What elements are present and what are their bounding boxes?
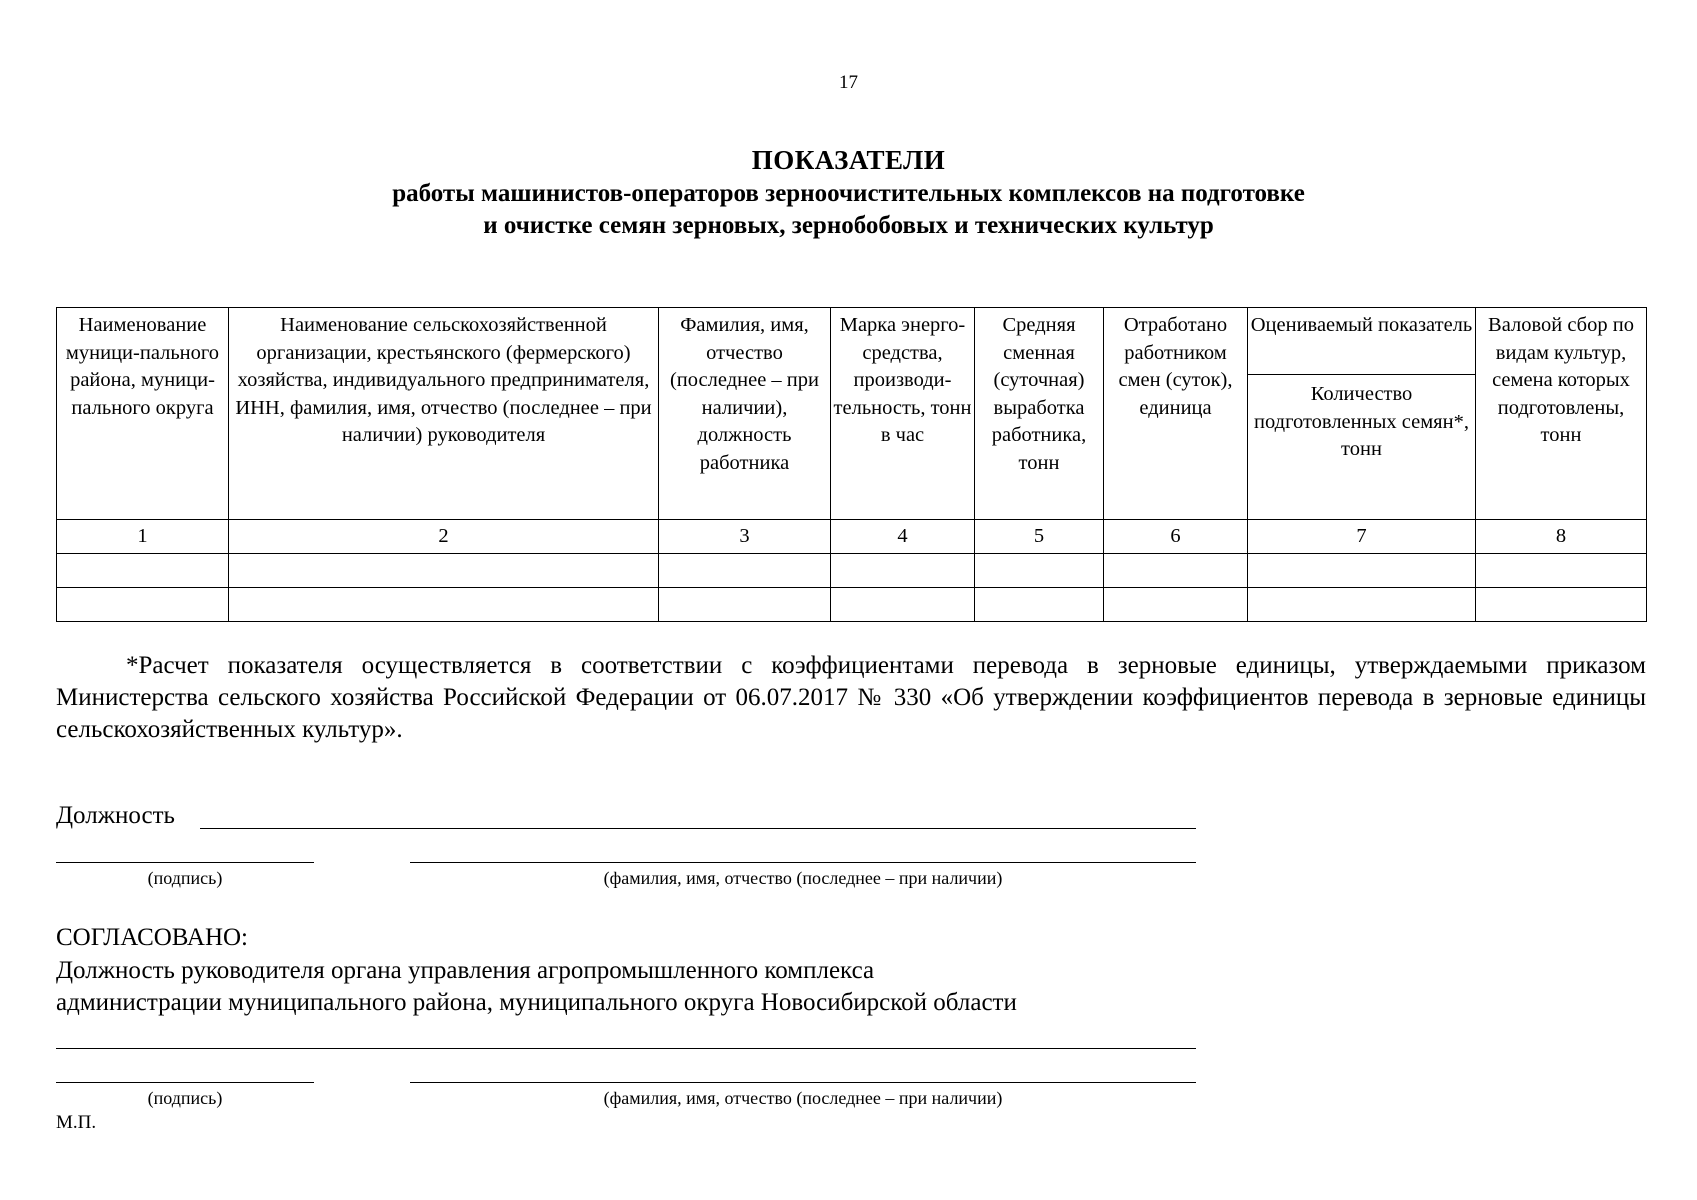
stamp-placeholder: М.П.	[56, 1112, 97, 1133]
empty-cell[interactable]	[1476, 588, 1647, 622]
column-number: 1	[57, 520, 229, 554]
table-row	[57, 588, 1647, 622]
header-col-5: Средняя сменная (суточная) выработка работника, тонн	[975, 308, 1104, 520]
empty-cell[interactable]	[831, 588, 975, 622]
column-number: 5	[975, 520, 1104, 554]
position-line[interactable]	[200, 828, 1196, 829]
column-number: 2	[229, 520, 659, 554]
column-number: 6	[1104, 520, 1248, 554]
document-subtitle-line-2: и очистке семян зерновых, зернобобовых и технических культур	[483, 212, 1214, 239]
column-numbers-row	[57, 520, 1647, 554]
approval-position-line[interactable]	[56, 1048, 1196, 1049]
empty-cell[interactable]	[57, 588, 229, 622]
table-row	[57, 554, 1647, 588]
empty-cell[interactable]	[1476, 554, 1647, 588]
header-col-4: Марка энерго-средства, производи-тельность, тонн в час	[831, 308, 975, 520]
indicators-table	[56, 307, 1647, 622]
empty-cell[interactable]	[1104, 554, 1248, 588]
document-subtitle-line-1: работы машинистов-операторов зерноочистительных комплексов на подготовке	[392, 180, 1305, 207]
empty-cell[interactable]	[659, 588, 831, 622]
full-name-caption: (фамилия, имя, отчество (последнее – при наличии)	[603, 868, 1003, 888]
approval-full-name-line[interactable]	[410, 1082, 1196, 1083]
empty-cell[interactable]	[1248, 588, 1476, 622]
document-title: ПОКАЗАТЕЛИ	[751, 145, 946, 175]
header-col-6: Отработано работником смен (суток), единица	[1104, 308, 1248, 520]
approval-position-line-1: Должность руководителя органа управления агропромышленного комплекса	[56, 957, 875, 984]
header-col-7: Количество подготовленных семян*, тонн	[1248, 375, 1476, 520]
column-number: 3	[659, 520, 831, 554]
column-number: 4	[831, 520, 975, 554]
full-name-line[interactable]	[410, 862, 1196, 863]
header-col-1: Наименование муници-пального района, муници-пального округа	[57, 308, 229, 520]
empty-cell[interactable]	[1104, 588, 1248, 622]
header-col-8: Валовой сбор по видам культур, семена которых подготовлены, тонн	[1476, 308, 1647, 520]
empty-cell[interactable]	[229, 554, 659, 588]
empty-cell[interactable]	[975, 554, 1104, 588]
header-col-3: Фамилия, имя, отчество (последнее – при наличии), должность работника	[659, 308, 831, 520]
empty-cell[interactable]	[229, 588, 659, 622]
empty-cell[interactable]	[831, 554, 975, 588]
signature-line[interactable]	[56, 862, 314, 863]
approval-signature-caption: (подпись)	[147, 1088, 223, 1108]
position-label: Должность	[56, 802, 175, 829]
approval-signature-line[interactable]	[56, 1082, 314, 1083]
page-number: 17	[839, 72, 858, 93]
approval-position-line-2: администрации муниципального района, муниципального округа Новосибирской области	[56, 989, 1017, 1016]
empty-cell[interactable]	[975, 588, 1104, 622]
header-col-2: Наименование сельскохозяйственной организации, крестьянского (фермерского) хозяйства, индивидуального предпринимателя, ИНН, фамилия, имя, отчество (последнее – при наличии) руководителя	[229, 308, 659, 520]
header-col-7-group: Оцениваемый показатель	[1248, 308, 1476, 375]
empty-cell[interactable]	[659, 554, 831, 588]
approval-full-name-caption: (фамилия, имя, отчество (последнее – при наличии)	[603, 1088, 1003, 1108]
column-number: 8	[1476, 520, 1647, 554]
footnote: *Расчет показателя осуществляется в соответствии с коэффициентами перевода в зерновые единицы, утверждаемыми приказом Министерства сельского хозяйства Российской Федерации от 06.07.2017 № 330 «Об утверждении коэффициентов перевода в зерновые единицы сельскохозяйственных культур».	[56, 652, 1646, 743]
signature-caption: (подпись)	[147, 868, 223, 888]
approval-heading: СОГЛАСОВАНО:	[56, 924, 249, 951]
column-number: 7	[1248, 520, 1476, 554]
empty-cell[interactable]	[57, 554, 229, 588]
empty-cell[interactable]	[1248, 554, 1476, 588]
